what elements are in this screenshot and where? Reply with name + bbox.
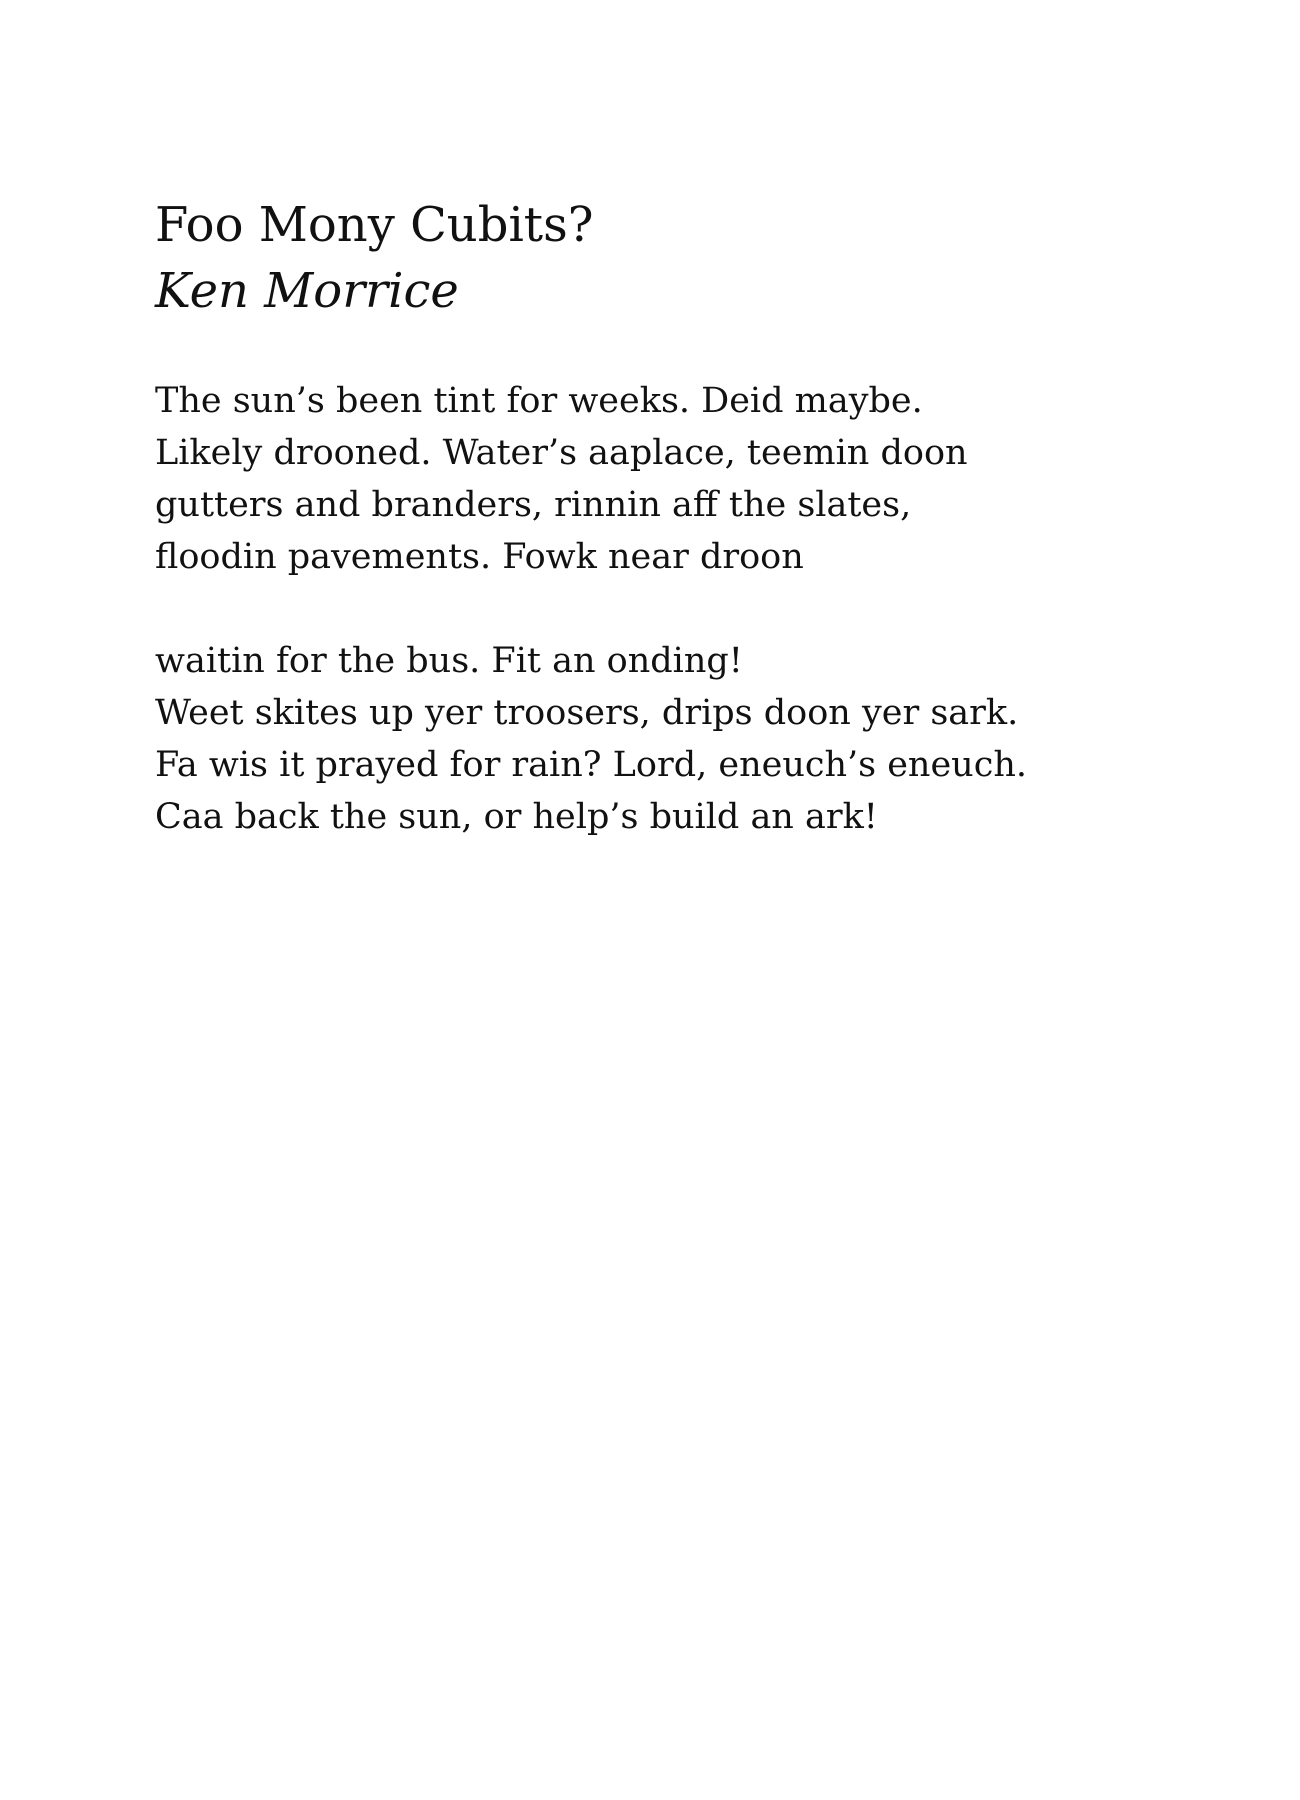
poem-body: [155, 375, 1235, 895]
poem-line: Weet skites up yer troosers, drips doon yer sark.: [155, 693, 1019, 733]
poem-line: Fa wis it prayed for rain? Lord, eneuch’s eneuch.: [155, 745, 1027, 785]
poem-line: Caa back the sun, or help’s build an ark!: [155, 797, 878, 837]
poem-header: [155, 192, 1155, 324]
stanza-2: [155, 635, 1235, 843]
stanza-1: [155, 375, 1235, 583]
poem-line: floodin pavements. Fowk near droon: [155, 537, 804, 577]
poem-line: Likely drooned. Water’s aaplace, teemin doon: [155, 433, 968, 473]
poem-line: waitin for the bus. Fit an onding!: [155, 641, 743, 681]
poem-author: Ken Morrice: [155, 263, 459, 319]
poem-line: The sun’s been tint for weeks. Deid maybe.: [155, 381, 923, 421]
poem-line: gutters and branders, rinnin aff the slates,: [155, 485, 912, 525]
poem-title: Foo Mony Cubits?: [155, 197, 594, 253]
